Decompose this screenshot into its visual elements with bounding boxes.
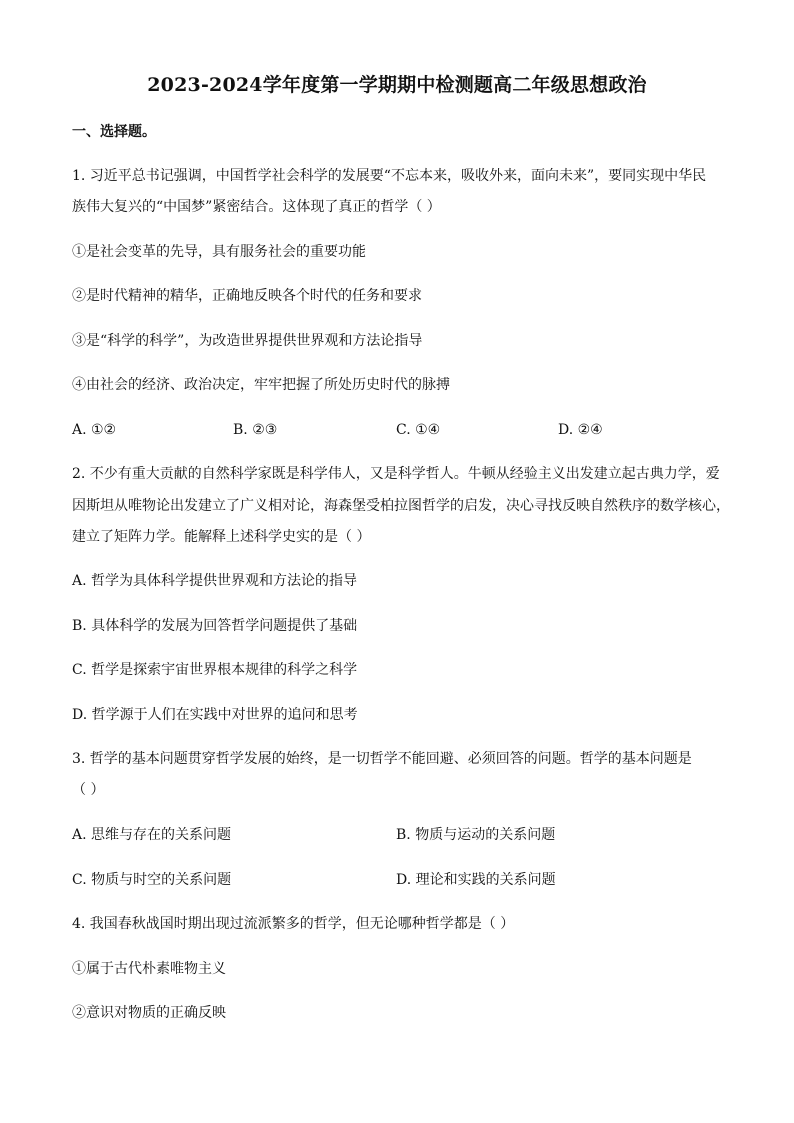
question-3-stem-line-2: （ ）: [72, 782, 105, 798]
question-3-option-a[interactable]: A. 思维与存在的关系问题: [72, 827, 232, 843]
question-4-stem-line-1: 4. 我国春秋战国时期出现过流派繁多的哲学，但无论哪种哲学都是（ ）: [72, 916, 515, 932]
question-3-options-row-1: [72, 825, 732, 845]
question-4-item-1: ①属于古代朴素唯物主义: [72, 961, 226, 977]
question-1-item-2: ②是时代精神的精华，正确地反映各个时代的任务和要求: [72, 288, 422, 304]
question-3-options-row-2: [72, 870, 732, 890]
question-2-stem-line-1: 2. 不少有重大贡献的自然科学家既是科学伟人，又是科学哲人。牛顿从经验主义出发建立起古典力学，爱: [72, 466, 720, 482]
question-2-option-b[interactable]: B. 具体科学的发展为回答哲学问题提供了基础: [72, 618, 358, 634]
question-1-option-c[interactable]: C. ①④: [396, 422, 441, 438]
question-1-item-1: ①是社会变革的先导，具有服务社会的重要功能: [72, 244, 366, 260]
question-1-stem-line-1: 1. 习近平总书记强调，中国哲学社会科学的发展要“不忘本来，吸收外来，面向未来”，要同实现中华民: [72, 168, 707, 184]
page-title: 2023-2024学年度第一学期期中检测题高二年级思想政治: [147, 74, 647, 96]
question-1-options: [72, 420, 732, 440]
question-3-stem-line-1: 3. 哲学的基本问题贯穿哲学发展的始终，是一切哲学不能回避、必须回答的问题。哲学的基本问题是: [72, 751, 692, 767]
question-3-option-d[interactable]: D. 理论和实践的关系问题: [396, 872, 556, 888]
question-3-option-c[interactable]: C. 物质与时空的关系问题: [72, 872, 232, 888]
question-2-option-d[interactable]: D. 哲学源于人们在实践中对世界的追问和思考: [72, 707, 358, 723]
question-1-option-b[interactable]: B. ②③: [233, 422, 278, 438]
question-2-stem-line-2: 因斯坦从唯物论出发建立了广义相对论，海森堡受柏拉图哲学的启发，决心寻找反映自然秩序的数学核心，: [72, 498, 730, 514]
question-3-option-b[interactable]: B. 物质与运动的关系问题: [396, 827, 556, 843]
question-1-item-3: ③是“科学的科学”，为改造世界提供世界观和方法论指导: [72, 333, 423, 349]
question-2-option-c[interactable]: C. 哲学是探索宇宙世界根本规律的科学之科学: [72, 662, 358, 678]
question-1-option-a[interactable]: A. ①②: [72, 422, 117, 438]
question-2-option-a[interactable]: A. 哲学为具体科学提供世界观和方法论的指导: [72, 573, 358, 589]
question-1-option-d[interactable]: D. ②④: [558, 422, 603, 438]
question-1-item-4: ④由社会的经济、政治决定，牢牢把握了所处历史时代的脉搏: [72, 377, 450, 393]
question-2-stem-line-3: 建立了矩阵力学。能解释上述科学史实的是（ ）: [72, 529, 371, 545]
section-heading: 一、选择题。: [72, 124, 156, 140]
question-1-stem-line-2: 族伟大复兴的“中国梦”紧密结合。这体现了真正的哲学（ ）: [72, 199, 441, 215]
question-4-item-2: ②意识对物质的正确反映: [72, 1005, 226, 1021]
